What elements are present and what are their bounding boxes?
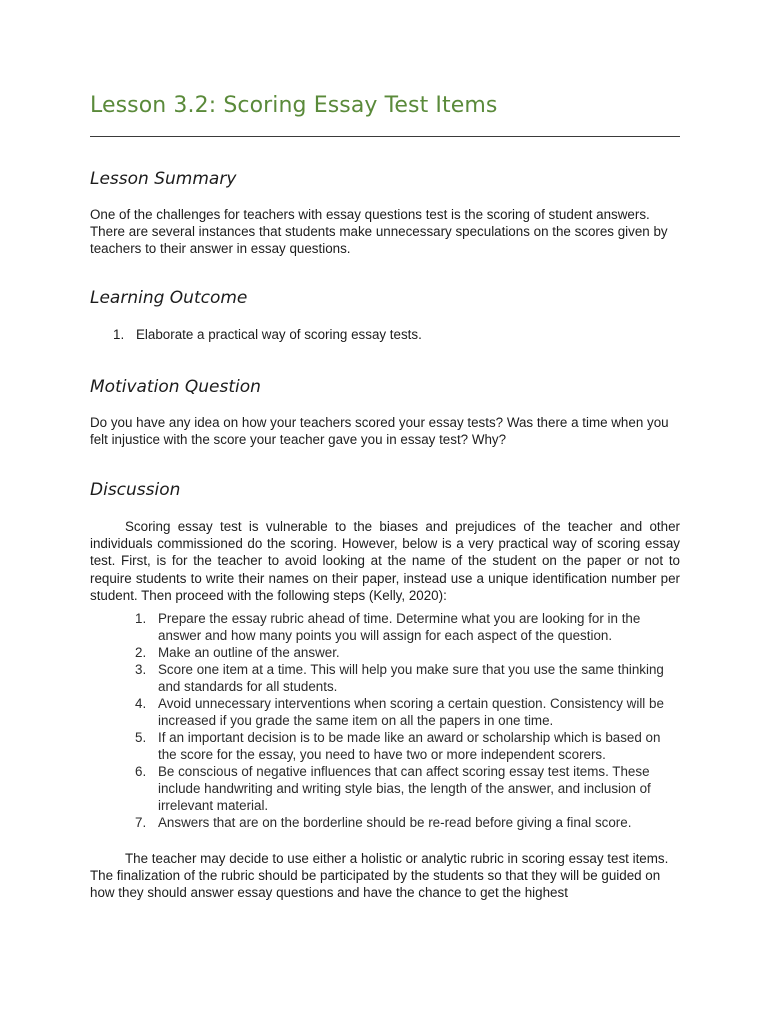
discussion-intro: Scoring essay test is vulnerable to the biases and prejudices of the teacher and other individuals commissioned do the scoring. However, below is a very practical way of scoring essay test. First, is for the teacher to avoid looking at the name of the student on the paper or not to require students to write their names on their paper, instead use a unique identification number per student. Then proceed with the following steps (Kelly, 2020):: [90, 519, 680, 603]
motivation-question-heading: Motivation Question: [90, 377, 261, 397]
list-item-number: 1.: [135, 611, 147, 626]
list-item-text: Prepare the essay rubric ahead of time. Determine what you are looking for in the answer and how many points you will assign for each aspect of the question.: [158, 611, 641, 643]
list-item-text: Be conscious of negative influences that can affect scoring essay test items. These include handwriting and writing style bias, the length of the answer, and inclusion of irrelevant material.: [158, 764, 651, 813]
list-item-number: 2.: [135, 645, 147, 660]
lesson-summary-text: One of the challenges for teachers with essay questions test is the scoring of student answers. There are several instances that students make unnecessary speculations on the scores given by teachers to their answer in essay questions.: [90, 207, 668, 257]
list-item-text: Score one item at a time. This will help you make sure that you use the same thinking and standards for all students.: [158, 662, 664, 694]
list-item: [135, 661, 680, 695]
page-title: Lesson 3.2: Scoring Essay Test Items: [90, 93, 498, 118]
list-item-number: 1.: [113, 327, 125, 342]
discussion-closing: The teacher may decide to use either a holistic or analytic rubric in scoring essay test items. The finalization of the rubric should be participated by the students so that they will be guided on how they should answer essay questions and have the chance to get the highest: [90, 851, 669, 901]
list-item: [135, 695, 680, 729]
list-item: [135, 814, 680, 831]
list-item-text: Make an outline of the answer.: [158, 645, 340, 660]
list-item-number: 7.: [135, 815, 147, 830]
title-divider: [90, 136, 680, 137]
learning-outcome-list: [113, 326, 680, 343]
list-item-text: If an important decision is to be made like an award or scholarship which is based on the score for the essay, you need to have two or more independent scorers.: [158, 730, 661, 762]
list-item-number: 5.: [135, 730, 147, 745]
discussion-heading: Discussion: [90, 480, 181, 500]
list-item-text: Elaborate a practical way of scoring essay tests.: [136, 327, 422, 342]
list-item-number: 3.: [135, 662, 147, 677]
list-item-number: 6.: [135, 764, 147, 779]
list-item-text: Avoid unnecessary interventions when scoring a certain question. Consistency will be increased if you grade the same item on all the papers in one time.: [158, 696, 664, 728]
list-item-text: Answers that are on the borderline should be re-read before giving a final score.: [158, 815, 632, 830]
motivation-question-text: Do you have any idea on how your teachers scored your essay tests? Was there a time when you felt injustice with the score your teacher gave you in essay test? Why?: [90, 415, 669, 448]
list-item: [135, 644, 680, 661]
lesson-summary-heading: Lesson Summary: [90, 169, 237, 189]
list-item-number: 4.: [135, 696, 147, 711]
list-item: [113, 326, 680, 343]
list-item: [135, 729, 680, 763]
scoring-steps-list: [135, 610, 680, 831]
list-item: [135, 763, 680, 814]
list-item: [135, 610, 680, 644]
learning-outcome-heading: Learning Outcome: [90, 288, 248, 308]
